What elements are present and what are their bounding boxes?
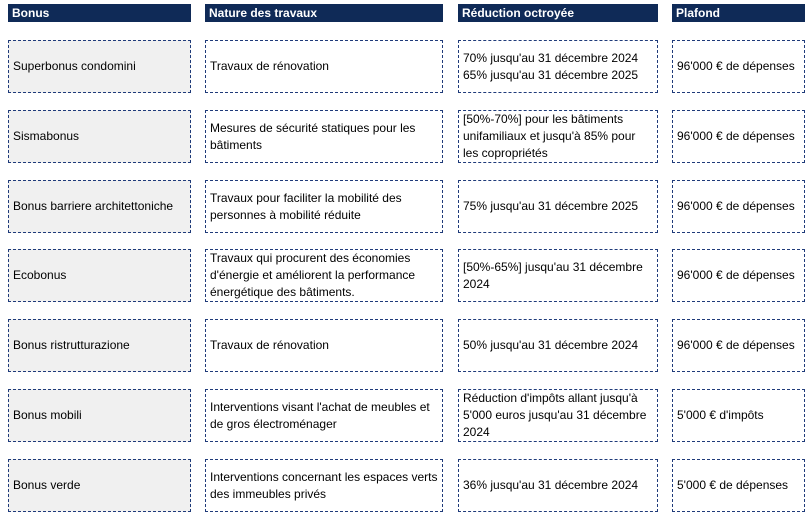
cell-nature-row-2 (205, 110, 443, 163)
cell-text: 75% jusqu'au 31 décembre 2025 (463, 199, 639, 213)
cell-bonus-row-1 (8, 40, 191, 93)
cell-text: Travaux de rénovation (210, 59, 329, 73)
cell-nature-row-3 (205, 180, 443, 233)
cell-text: Bonus mobili (13, 408, 82, 422)
cell-reduction-row-7 (458, 459, 658, 512)
cell-text: 36% jusqu'au 31 décembre 2024 (463, 478, 639, 492)
cell-nature-row-5 (205, 319, 443, 372)
cell-bonus-row-5 (8, 319, 191, 372)
cell-bonus-row-3 (8, 180, 191, 233)
cell-reduction-row-5 (458, 319, 658, 372)
cell-plafond-row-4 (672, 249, 805, 302)
cell-text: 70% jusqu'au 31 décembre 2024 65% jusqu'au 31 décembre 2025 (463, 50, 639, 82)
cell-text: Interventions visant l'achat de meubles et de gros électroménager (210, 399, 430, 431)
cell-text: Bonus verde (13, 478, 81, 492)
cell-text: 5'000 € d'impôts (677, 408, 764, 422)
cell-text: 96'000 € de dépenses (677, 59, 795, 73)
cell-plafond-row-2 (672, 110, 805, 163)
cell-text: Travaux qui procurent des économies d'énergie et améliorent la performance énergétique des bâtiments. (210, 251, 416, 299)
cell-text: Travaux pour faciliter la mobilité des personnes à mobilité réduite (210, 190, 402, 222)
cell-text: Mesures de sécurité statiques pour les bâtiments (210, 120, 416, 152)
cell-text: 5'000 € de dépenses (677, 478, 789, 492)
cell-text: [50%-70%] pour les bâtiments unifamiliaux et jusqu'à 85% pour les copropriétés (463, 112, 636, 160)
cell-text: 96'000 € de dépenses (677, 268, 795, 282)
cell-plafond-row-7 (672, 459, 805, 512)
header-nature: Nature des travaux (205, 4, 443, 22)
cell-text: Travaux de rénovation (210, 338, 329, 352)
cell-nature-row-4 (205, 249, 443, 302)
cell-text: 96'000 € de dépenses (677, 338, 795, 352)
cell-text: Sismabonus (13, 129, 80, 143)
cell-text: Réduction d'impôts allant jusqu'à 5'000 euros jusqu'au 31 décembre 2024 (463, 391, 647, 439)
cell-reduction-row-6 (458, 389, 658, 442)
cell-plafond-row-6 (672, 389, 805, 442)
cell-text: Bonus barriere architettoniche (13, 199, 174, 213)
cell-plafond-row-3 (672, 180, 805, 233)
cell-text: 96'000 € de dépenses (677, 199, 795, 213)
cell-bonus-row-2 (8, 110, 191, 163)
cell-text: Ecobonus (13, 268, 67, 282)
header-plafond: Plafond (672, 4, 805, 22)
cell-nature-row-7 (205, 459, 443, 512)
header-reduction: Réduction octroyée (458, 4, 658, 22)
cell-bonus-row-6 (8, 389, 191, 442)
cell-text: 50% jusqu'au 31 décembre 2024 (463, 338, 639, 352)
cell-nature-row-1 (205, 40, 443, 93)
cell-text: [50%-65%] jusqu'au 31 décembre 2024 (463, 259, 643, 291)
cell-plafond-row-1 (672, 40, 805, 93)
header-bonus: Bonus (8, 4, 191, 22)
cell-bonus-row-7 (8, 459, 191, 512)
cell-reduction-row-1 (458, 40, 658, 93)
cell-text: 96'000 € de dépenses (677, 129, 795, 143)
cell-bonus-row-4 (8, 249, 191, 302)
cell-reduction-row-2 (458, 110, 658, 163)
cell-text: Interventions concernant les espaces verts des immeubles privés (210, 469, 438, 501)
cell-reduction-row-4 (458, 249, 658, 302)
cell-reduction-row-3 (458, 180, 658, 233)
cell-text: Bonus ristrutturazione (13, 338, 130, 352)
cell-text: Superbonus condomini (13, 59, 136, 73)
cell-nature-row-6 (205, 389, 443, 442)
cell-plafond-row-5 (672, 319, 805, 372)
